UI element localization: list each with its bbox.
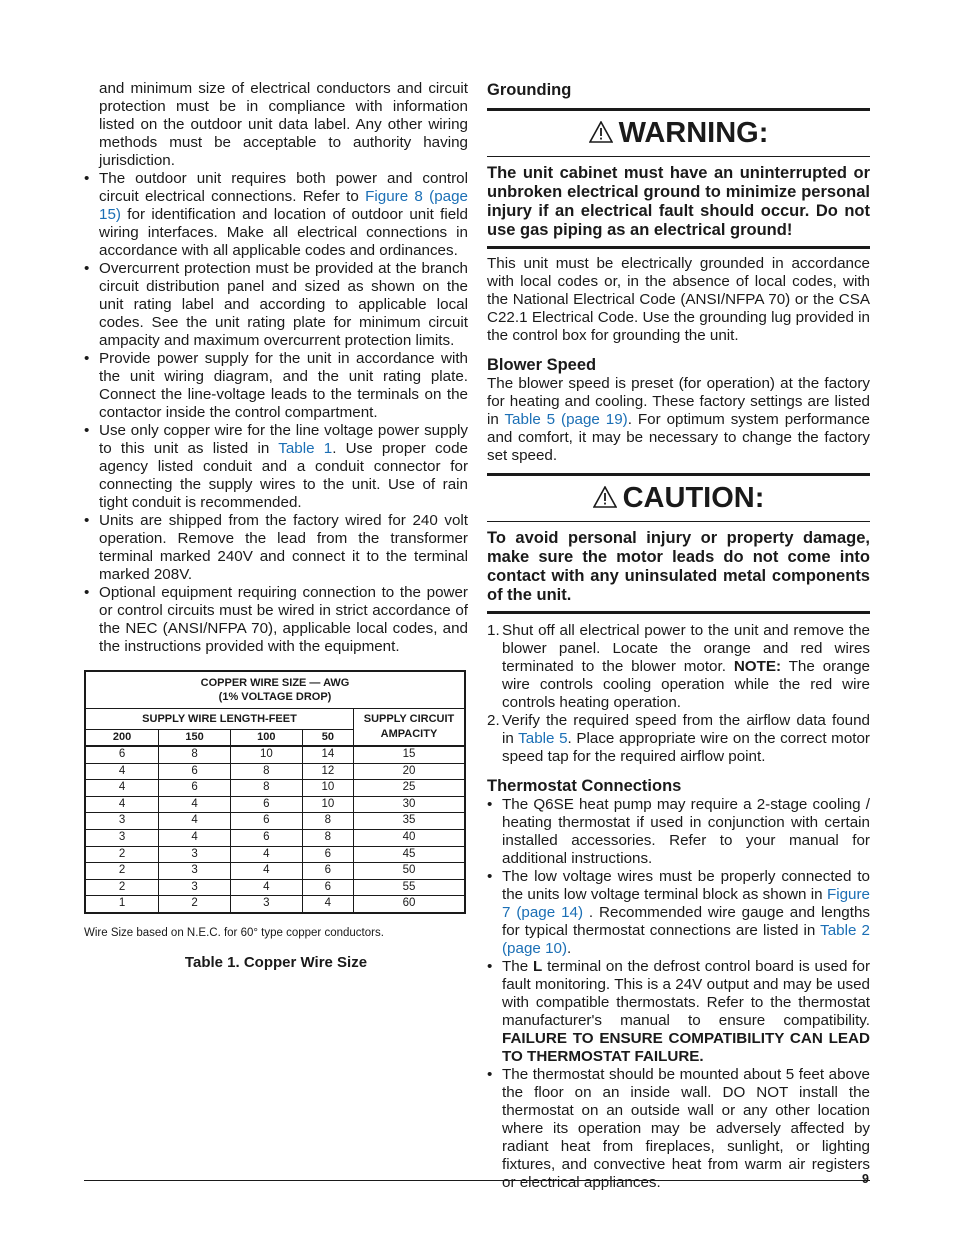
step-text: Verify the required speed from the airflow data found in <box>502 712 870 747</box>
bullet-text: Use only copper wire for the line voltage power supply to this unit as listed in <box>99 422 468 457</box>
table-cell: 2 <box>85 879 159 896</box>
ampacity-header <box>354 709 466 747</box>
table-cell: 4 <box>230 846 302 863</box>
table-cell: 55 <box>354 879 466 896</box>
caution-triangle-icon <box>593 486 617 508</box>
list-item <box>84 260 468 350</box>
table-2-link[interactable]: Table 2 (page 10) <box>502 922 870 957</box>
table-5-link[interactable]: Table 5 <box>518 730 568 747</box>
ampacity-header-line1: SUPPLY CIRCUIT <box>363 713 455 725</box>
step-number: 1. <box>487 622 500 639</box>
grounding-heading: Grounding <box>487 81 572 99</box>
table-cell: 30 <box>354 796 466 813</box>
table-row <box>85 813 465 830</box>
table-cell: 8 <box>230 763 302 780</box>
bullet-text: The <box>502 958 533 975</box>
table-cell: 2 <box>85 846 159 863</box>
table-cell: 4 <box>302 896 353 913</box>
bullet-text: . <box>567 940 572 957</box>
table-row <box>85 896 465 913</box>
step-text: The orange wire controls cooling operation while the red wire controls heating operation. <box>502 658 870 711</box>
table-cell: 40 <box>354 829 466 846</box>
table-cell: 3 <box>85 813 159 830</box>
blower-steps-list <box>487 622 870 766</box>
table-cell: 4 <box>159 796 231 813</box>
table-cell: 4 <box>230 863 302 880</box>
step-text: Shut off all electrical power to the unit and remove the blower panel. Locate the orange and red wires terminated to the blower motor. <box>502 622 870 675</box>
blower-speed-text <box>487 375 870 465</box>
bullet-text: Overcurrent protection must be provided at the branch circuit distribution panel and sized as shown on the unit rating label and according to applicable local codes. See the unit rating plate for minimum circuit ampacity and maximum overcurrent protection limits. <box>99 260 468 349</box>
list-item <box>84 422 468 512</box>
list-item <box>84 170 468 260</box>
table-row <box>85 780 465 797</box>
blower-text: The blower speed is preset (for operation) at the factory for heating and cooling. These factory settings are listed in <box>487 375 870 428</box>
list-item <box>487 868 870 958</box>
figure-7-link[interactable]: Figure 7 (page 14) <box>502 886 870 921</box>
table-cell: 6 <box>85 746 159 763</box>
footer-rule <box>84 1180 870 1181</box>
list-item <box>487 1066 870 1192</box>
bullet-text: The thermostat should be mounted about 5 feet above the floor on an inside wall. DO NOT install the thermostat on an outside wall or any other location where its operation may be adversely affected by radiant heat from fireplaces, sunlight, or lighting fixtures, and convective heat from warm air registers or electrical appliances. <box>502 1066 870 1191</box>
bullet-text: The Q6SE heat pump may require a 2-stage cooling / heating thermostat if used in conjunction with certain installed accessories. Refer to your manual for additional instructions. <box>502 796 870 867</box>
table-row <box>85 796 465 813</box>
wiring-bullet-list <box>84 170 468 656</box>
col-100: 100 <box>230 730 302 747</box>
ampacity-header-line2: AMPACITY <box>380 728 438 740</box>
failure-warning-text: FAILURE TO ENSURE COMPATIBILITY CAN LEAD TO THERMOSTAT FAILURE. <box>502 1030 870 1065</box>
table-cell: 25 <box>354 780 466 797</box>
table-caption: Table 1. Copper Wire Size <box>184 953 368 971</box>
list-item <box>487 712 870 766</box>
table-row <box>85 746 465 763</box>
grounding-text: This unit must be electrically grounded in accordance with local codes or, in the absence of local codes, with the National Electrical Code (ANSI/NFPA 70) or the CSA C22.1 Electrical Code. Use the grounding lug provided in the control box for grounding the unit. <box>487 255 870 344</box>
intro-continuation: and minimum size of electrical conductors and circuit protection must be in compliance with information listed on the outdoor unit data label. Any other wiring methods must be acceptable to authority having jurisdiction. <box>99 80 468 169</box>
table-cell: 10 <box>302 796 353 813</box>
figure-8-link[interactable]: Figure 8 (page 15) <box>99 188 469 223</box>
table-cell: 6 <box>230 796 302 813</box>
bullet-text: Provide power supply for the unit in accordance with the unit wiring diagram, and the unit rating plate. Connect the line-voltage leads to the terminals on the contactor inside the control compartment. <box>99 350 468 421</box>
table-cell: 6 <box>302 863 353 880</box>
table-cell: 2 <box>159 896 231 913</box>
table-cell: 8 <box>302 813 353 830</box>
table-1-link[interactable]: Table 1 <box>278 440 333 457</box>
list-item <box>84 584 468 656</box>
table-cell: 8 <box>230 780 302 797</box>
step-number: 2. <box>487 712 500 729</box>
bullet-text: The outdoor unit requires both power and control circuit electrical connections. Refer to <box>99 170 468 205</box>
table-cell: 50 <box>354 863 466 880</box>
table-body <box>85 746 465 913</box>
table-cell: 3 <box>85 829 159 846</box>
warning-triangle-icon <box>589 121 613 143</box>
table-cell: 4 <box>85 780 159 797</box>
warning-title-box <box>487 108 870 157</box>
bullet-text: terminal on the defrost control board is used for fault monitoring. This is a 24V output and may be used with compatible thermostats. Refer to the thermostat manufacturer's manual to ensure compatibility. <box>502 958 871 1029</box>
bullet-text: . Use proper code agency listed conduit and a conduit connector for connecting the supply wires to the unit. Use of rain tight conduit is recommended. <box>99 440 468 511</box>
table-cell: 4 <box>159 829 231 846</box>
table-cell: 4 <box>230 879 302 896</box>
step-text: . Place appropriate wire on the correct motor speed tap for the required airflow point. <box>502 730 870 765</box>
table-cell: 60 <box>354 896 466 913</box>
warning-title: WARNING: <box>618 117 769 149</box>
table-cell: 15 <box>354 746 466 763</box>
right-column <box>487 80 870 1192</box>
table-cell: 4 <box>85 763 159 780</box>
table-cell: 20 <box>354 763 466 780</box>
table-row <box>85 879 465 896</box>
thermostat-bullet-list <box>487 796 870 1192</box>
table-cell: 14 <box>302 746 353 763</box>
table-cell: 6 <box>230 829 302 846</box>
table-cell: 10 <box>230 746 302 763</box>
table-row <box>85 829 465 846</box>
thermostat-heading: Thermostat Connections <box>487 777 682 795</box>
bullet-text: The low voltage wires must be properly connected to the units low voltage terminal block as shown in <box>502 868 870 903</box>
table-cell: 12 <box>302 763 353 780</box>
copper-wire-size-table <box>84 670 466 914</box>
table-cell: 6 <box>159 780 231 797</box>
bullet-text: for identification and location of outdoor unit field wiring interfaces. Make all electrical connections in accordance with all applicable codes and ordinances. <box>99 206 468 259</box>
table-title-line2: (1% VOLTAGE DROP) <box>218 691 332 703</box>
list-item <box>487 796 870 868</box>
table-cell: 3 <box>159 846 231 863</box>
col-50: 50 <box>302 730 353 747</box>
list-item <box>84 350 468 422</box>
list-item <box>487 958 870 1066</box>
table-cell: 6 <box>302 879 353 896</box>
list-item <box>84 512 468 584</box>
table-title-line1: COPPER WIRE SIZE — AWG <box>200 677 350 689</box>
note-label: NOTE: <box>733 658 782 675</box>
table-title <box>85 671 465 709</box>
table-cell: 3 <box>159 879 231 896</box>
supply-length-header: SUPPLY WIRE LENGTH-FEET <box>85 709 354 730</box>
table-cell: 35 <box>354 813 466 830</box>
table-cell: 8 <box>302 829 353 846</box>
table-cell: 6 <box>159 763 231 780</box>
caution-title-box <box>487 473 870 522</box>
table-row <box>85 863 465 880</box>
table-row <box>85 763 465 780</box>
left-column <box>84 80 468 972</box>
page-number: 9 <box>862 1172 869 1186</box>
table-cell: 1 <box>85 896 159 913</box>
table-cell: 10 <box>302 780 353 797</box>
bullet-text: Optional equipment requiring connection to the power or control circuits must be wired in strict accordance of the NEC (ANSI/NFPA 70), applicable local codes, and the instructions provided with the equipment. <box>99 584 468 655</box>
table-cell: 6 <box>302 846 353 863</box>
blower-speed-heading: Blower Speed <box>487 356 597 374</box>
table-cell: 6 <box>230 813 302 830</box>
bullet-text: . Recommended wire gauge and lengths for typical thermostat connections are listed in <box>502 904 870 939</box>
table-note: Wire Size based on N.E.C. for 60° type copper conductors. <box>84 926 384 939</box>
col-150: 150 <box>159 730 231 747</box>
terminal-label: L <box>532 958 543 975</box>
table-5-page-19-link[interactable]: Table 5 (page 19) <box>504 411 628 428</box>
table-cell: 2 <box>85 863 159 880</box>
col-200: 200 <box>85 730 159 747</box>
table-row <box>85 846 465 863</box>
table-cell: 45 <box>354 846 466 863</box>
table-cell: 4 <box>159 813 231 830</box>
table-cell: 4 <box>85 796 159 813</box>
caution-title: CAUTION: <box>622 482 765 514</box>
table-cell: 3 <box>159 863 231 880</box>
table-cell: 3 <box>230 896 302 913</box>
blower-text: . For optimum system performance and comfort, it may be necessary to change the factory set speed. <box>487 411 870 464</box>
caution-text: To avoid personal injury or property damage, make sure the motor leads do not come into contact with any uninsulated metal components of the unit. <box>487 529 870 604</box>
warning-text: The unit cabinet must have an uninterrupted or unbroken electrical ground to minimize personal injury if an electrical fault should occur. Do not use gas piping as an electrical ground! <box>487 164 870 239</box>
list-item <box>487 622 870 712</box>
bullet-text: Units are shipped from the factory wired for 240 volt operation. Remove the lead from the transformer terminal marked 240V and connect it to the terminal marked 208V. <box>99 512 468 583</box>
table-cell: 8 <box>159 746 231 763</box>
